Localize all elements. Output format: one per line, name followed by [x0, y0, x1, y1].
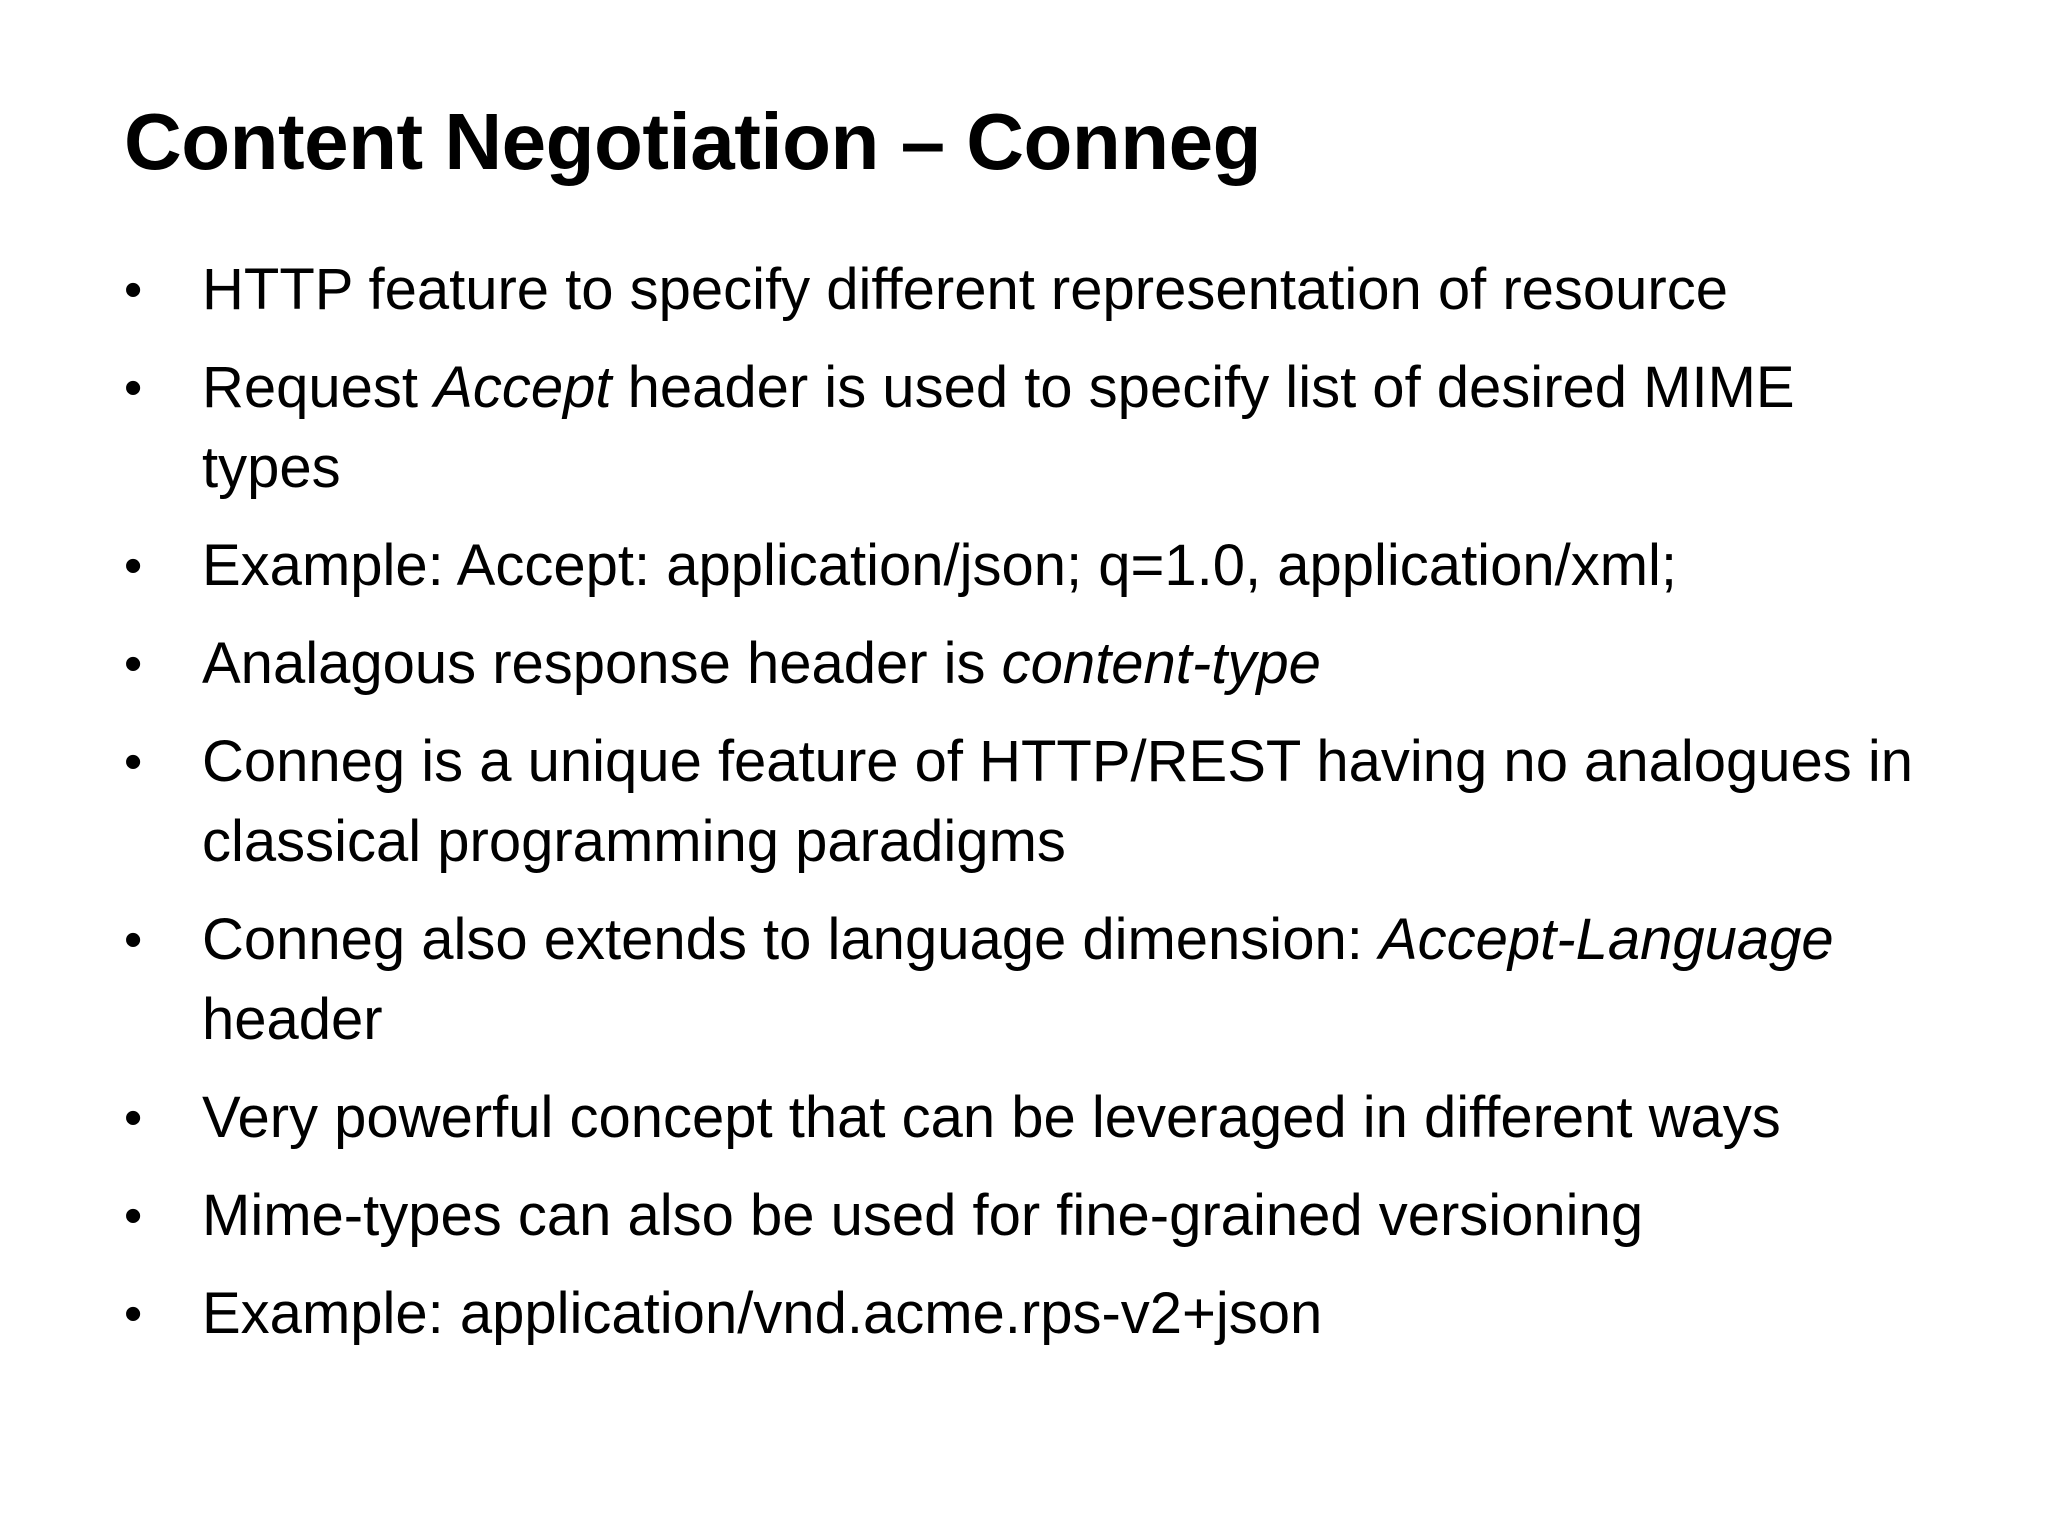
bullet-text-italic: Accept: [434, 355, 612, 420]
bullet-line: [202, 624, 2024, 704]
bullet-dot-icon: •: [124, 359, 143, 417]
bullet-text-segment: HTTP feature to specify different representation of resource: [202, 257, 1728, 322]
bullet-text-segment: Analagous response header is: [202, 631, 1002, 696]
bullet-item: [124, 624, 2024, 704]
bullet-line: [202, 1176, 2024, 1256]
bullet-list: [124, 250, 2024, 1372]
bullet-line: [202, 1078, 2024, 1158]
bullet-line: [202, 428, 2024, 508]
bullet-line: [202, 900, 2024, 980]
bullet-text-segment: Very powerful concept that can be leveraged in different ways: [202, 1085, 1781, 1150]
bullet-text-segment: classical programming paradigms: [202, 809, 1066, 874]
bullet-dot-icon: •: [124, 537, 143, 595]
bullet-dot-icon: •: [124, 1187, 143, 1245]
bullet-text-segment: Request: [202, 355, 435, 420]
bullet-item: [124, 250, 2024, 330]
bullet-dot-icon: •: [124, 261, 143, 319]
bullet-dot-icon: •: [124, 635, 143, 693]
bullet-line: [202, 348, 2024, 428]
bullet-text-segment: header: [202, 987, 383, 1052]
slide-title: Content Negotiation – Conneg: [124, 97, 1262, 186]
bullet-dot-icon: •: [124, 1089, 143, 1147]
bullet-text-segment: Conneg also extends to language dimension:: [202, 907, 1379, 972]
bullet-line: [202, 1274, 2024, 1354]
bullet-line: [202, 250, 2024, 330]
bullet-text-italic: content-type: [1001, 631, 1321, 696]
bullet-dot-icon: •: [124, 911, 143, 969]
bullet-line: [202, 722, 2024, 802]
bullet-item: [124, 900, 2024, 1060]
bullet-dot-icon: •: [124, 1285, 143, 1343]
bullet-line: [202, 980, 2024, 1060]
bullet-item: [124, 722, 2024, 882]
bullet-item: [124, 1176, 2024, 1256]
bullet-text-segment: types: [202, 435, 341, 500]
bullet-text-segment: header is used to specify list of desired MIME: [611, 355, 1795, 420]
bullet-item: [124, 526, 2024, 606]
bullet-item: [124, 1274, 2024, 1354]
bullet-line: [202, 802, 2024, 882]
bullet-text-italic: Accept-Language: [1378, 907, 1834, 972]
bullet-text-segment: Mime-types can also be used for fine-grained versioning: [202, 1183, 1644, 1248]
bullet-line: [202, 526, 2024, 606]
bullet-item: [124, 348, 2024, 508]
bullet-dot-icon: •: [124, 733, 143, 791]
bullet-text-segment: Conneg is a unique feature of HTTP/REST having no analogues in: [202, 729, 1913, 794]
bullet-item: [124, 1078, 2024, 1158]
bullet-text-segment: Example: Accept: application/json; q=1.0, application/xml;: [202, 533, 1678, 598]
bullet-text-segment: Example: application/vnd.acme.rps-v2+json: [202, 1281, 1323, 1346]
